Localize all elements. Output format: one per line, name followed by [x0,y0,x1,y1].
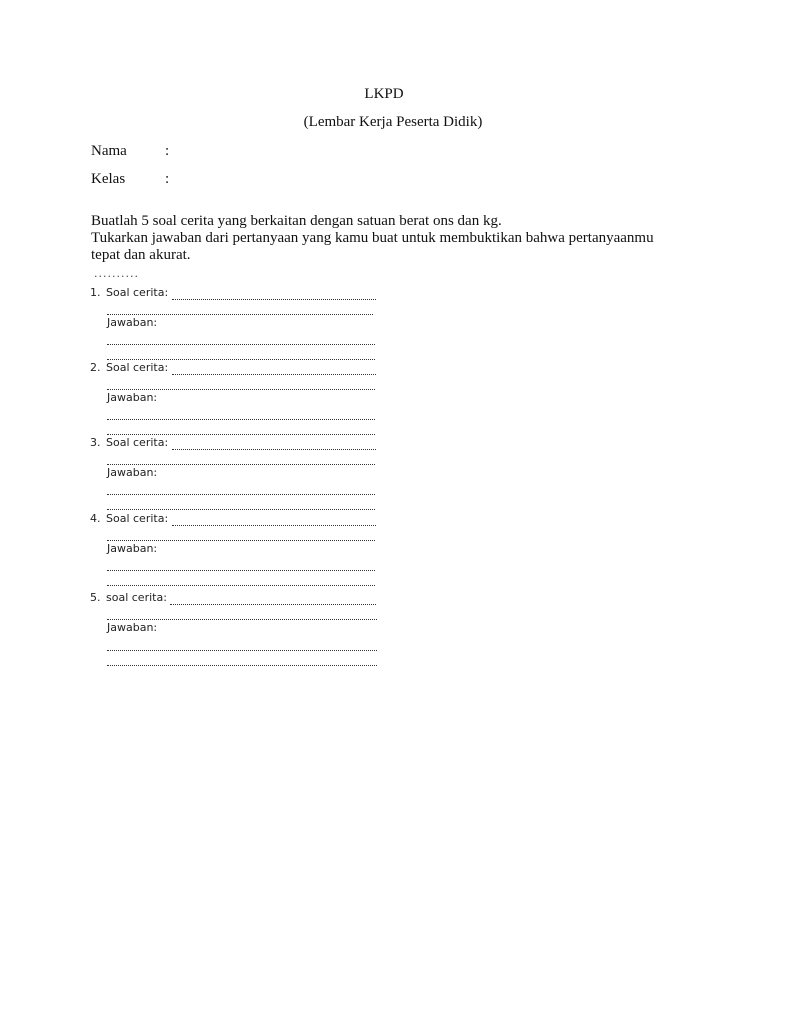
answer-line-row [107,637,377,651]
answer-line [107,581,375,586]
question-row [90,512,376,526]
answer-line [107,340,375,345]
answer-label: Jawaban: [107,621,158,634]
answer-line-row [107,652,377,666]
answer-label-row [107,466,157,480]
question-row [90,361,376,375]
answer-line-row [107,301,373,315]
answer-line [172,295,376,300]
answer-label-row [107,621,157,635]
nama-colon: : [165,143,170,159]
answer-line-row [107,421,375,435]
answer-line [172,370,376,375]
answer-line [172,445,376,450]
document-title: LKPD [364,86,404,102]
kelas-label: Kelas [91,171,126,187]
question-number: 4. [90,512,101,525]
instructions [91,213,701,264]
answer-line [107,430,375,435]
instruction-line: Buatlah 5 soal cerita yang berkaitan dengan satuan berat ons dan kg. [91,213,502,229]
answer-line [107,505,375,510]
question-label: Soal cerita: [106,286,169,299]
question-label: Soal cerita: [106,436,169,449]
answer-line [170,600,376,605]
document-subtitle: (Lembar Kerja Peserta Didik) [303,114,483,130]
answer-line-row [107,557,375,571]
answer-line-row [107,481,375,495]
answer-line-row [107,376,375,390]
question-number: 1. [90,286,101,299]
answer-label: Jawaban: [107,466,158,479]
answer-line-row [107,346,375,360]
question-label: soal cerita: [106,591,167,604]
answer-line [107,646,377,651]
instruction-line: Tukarkan jawaban dari pertanyaan yang kamu buat untuk membuktikan bahwa pertanyaanmu [91,230,654,246]
answer-line [107,661,377,666]
answer-line [107,355,375,360]
answer-line [107,415,375,420]
question-row [90,286,376,300]
answer-line-row [107,451,375,465]
answer-label-row [107,316,157,330]
question-number: 5. [90,591,101,604]
answer-line [107,310,373,315]
answer-label-row [107,542,157,556]
answer-line [107,615,377,620]
answer-line-row [107,496,375,510]
question-row [90,591,376,605]
answer-line [107,490,375,495]
answer-line-row [107,572,375,586]
answer-line [172,521,376,526]
answer-line [107,385,375,390]
kelas-field [91,171,169,189]
answer-label: Jawaban: [107,391,158,404]
worksheet-image [90,267,390,669]
question-row [90,436,376,450]
answer-line [107,460,375,465]
answer-line-row [107,606,377,620]
kelas-colon: : [165,171,170,187]
answer-line [107,566,375,571]
question-label: Soal cerita: [106,512,169,525]
nama-field [91,143,169,161]
answer-line-row [107,527,375,541]
question-number: 3. [90,436,101,449]
answer-line [107,536,375,541]
question-label: Soal cerita: [106,361,169,374]
answer-line-row [107,331,375,345]
answer-label-row [107,391,157,405]
instruction-line: tepat dan akurat. [91,247,191,263]
answer-label: Jawaban: [107,542,158,555]
cropped-text-fragment: .......... [94,267,139,280]
answer-line-row [107,406,375,420]
answer-label: Jawaban: [107,316,158,329]
question-number: 2. [90,361,101,374]
nama-label: Nama [91,143,127,159]
